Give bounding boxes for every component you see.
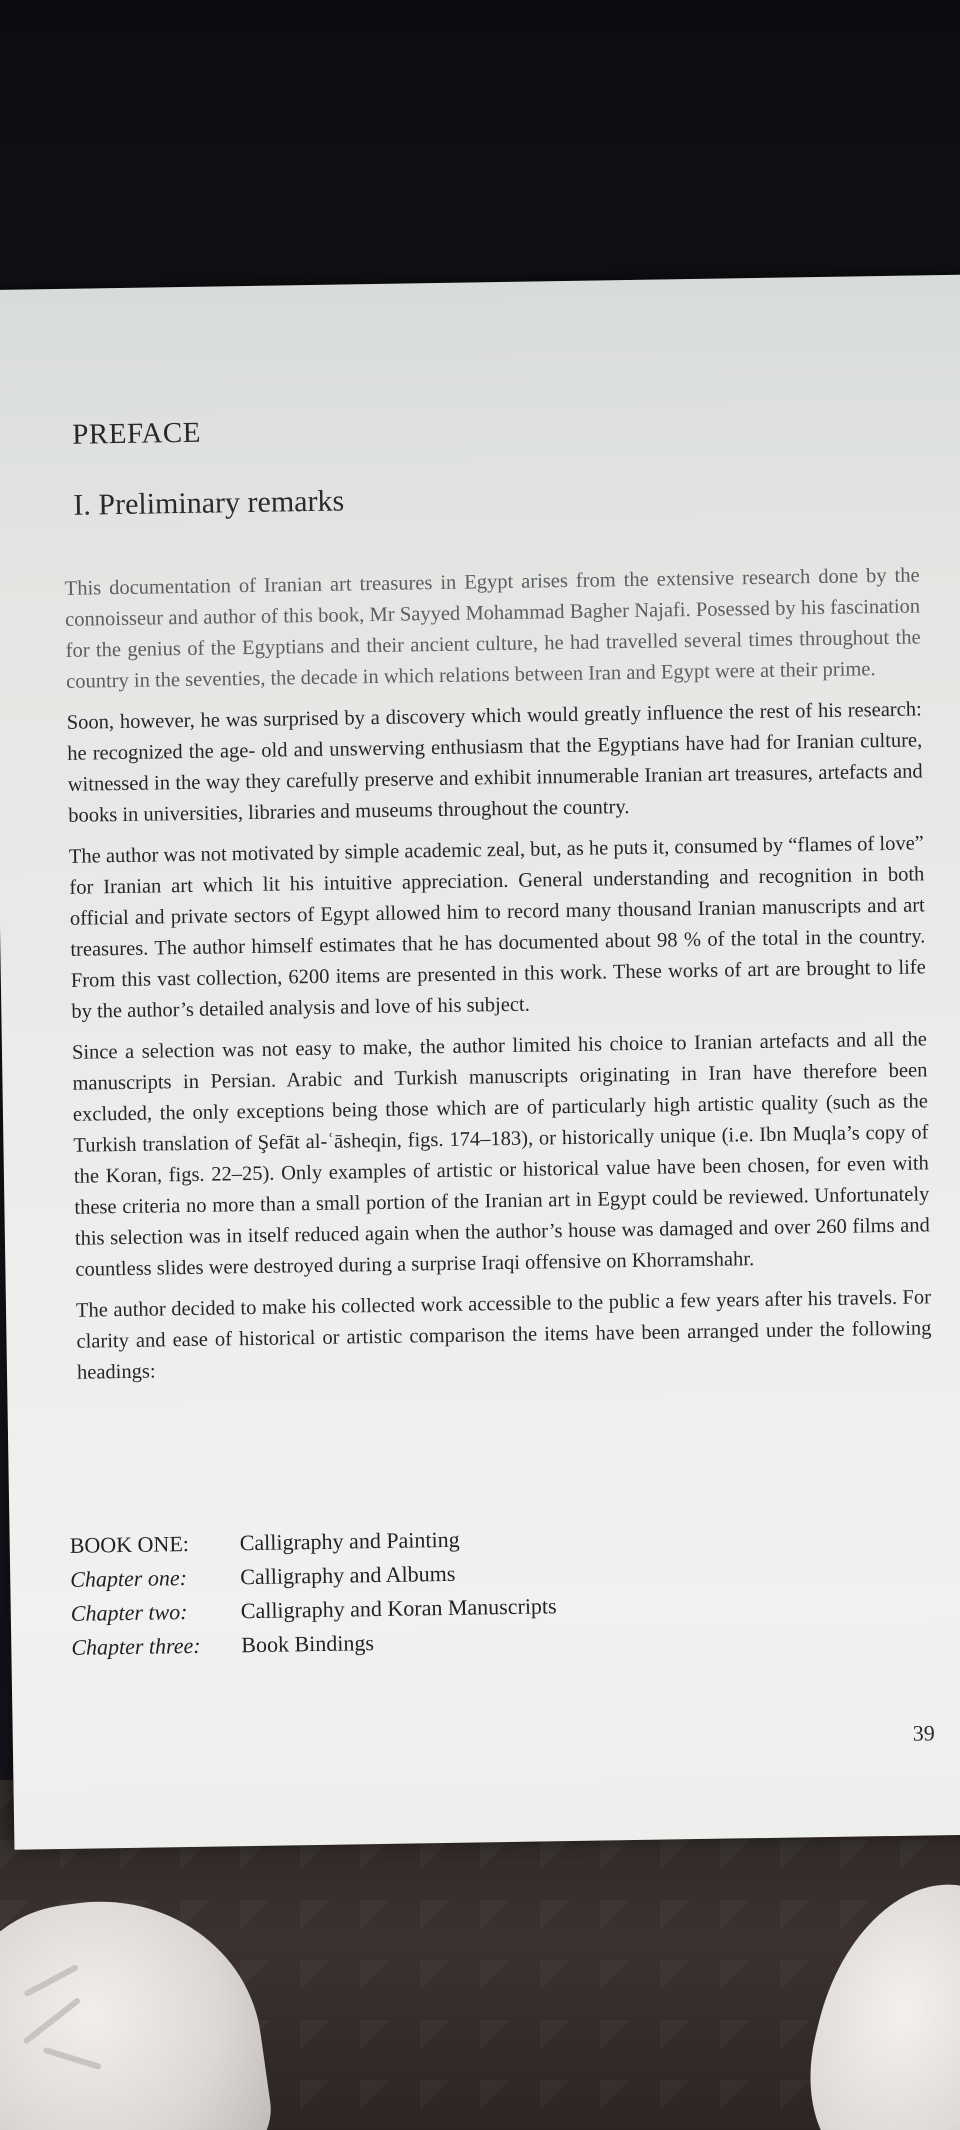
page-content <box>50 275 935 1746</box>
book-page <box>0 275 960 1850</box>
shoe-lace <box>43 2047 102 2070</box>
shoe-lace <box>22 1997 81 2045</box>
contents-title: Calligraphy and Painting <box>239 1526 460 1556</box>
paragraph: Since a selection was not easy to make, the author limited his choice to Iranian artefacts and all the manuscripts in Persian. Arabic and Turkish manuscripts originating in Iran have therefore been excluded, the only exceptions being those which are of particularly high artistic quality (such as the Turkish translation of Şefāt al-ʿāsheqin, figs. 174–183), or historically unique (i.e. Ibn Muqla’s copy of the Koran, figs. 22–25). Only examples of artistic or historical value have been chosen, for even with these criteria no more than a small portion of the Iranian art in Egypt could be reviewed. Unfortunately this selection was in itself reduced again when the author’s house was damaged and over 260 films and countless slides were destroyed during a surprise Iraqi offensive on Khorramshahr. <box>71 1028 930 1281</box>
contents-label: Chapter three: <box>71 1632 201 1660</box>
preface-heading: PREFACE <box>72 416 202 451</box>
page-number: 39 <box>912 1720 935 1746</box>
shoe-lace <box>23 1964 79 1997</box>
contents-label: BOOK ONE: <box>69 1531 190 1558</box>
contents-list <box>69 1521 557 1665</box>
contents-label: Chapter one: <box>70 1565 188 1592</box>
body-text <box>64 560 932 1398</box>
contents-title: Calligraphy and Albums <box>240 1560 456 1590</box>
contents-title: Calligraphy and Koran Manuscripts <box>240 1593 557 1624</box>
paragraph: Soon, however, he was surprised by a discovery which would greatly influence the rest of his research: he recognized the age- old and unswerving enthusiasm that the Egyptians have had for Iranian culture, witnessed in the way they carefully preserve and exhibit innumerable Iranian art treasures, artefacts and books in universities, libraries and museums throughout the country. <box>66 698 923 827</box>
section-title: I. Preliminary remarks <box>73 484 345 522</box>
contents-label: Chapter two: <box>70 1599 188 1626</box>
contents-title: Book Bindings <box>241 1630 375 1658</box>
paragraph: This documentation of Iranian art treasures in Egypt arises from the extensive research done by the connoisseur and author of this book, Mr Sayyed Mohammad Bagher Najafi. Posessed by his fascination for the genius of the Egyptians and their ancient culture, he had travelled several times throughout the country in the seventies, the decade in which relations between Iran and Egypt were at their prime. <box>64 564 921 693</box>
contents-row <box>71 1623 557 1665</box>
paragraph: The author was not motivated by simple academic zeal, but, as he puts it, consumed by “flames of love” for Iranian art which lit his intuitive appreciation. General understanding and recognition in both official and private sectors of Egypt allowed him to record many thousand Iranian manuscripts and art treasures. The author himself estimates that he has documented about 98 % of the total in the country. From this vast collection, 6200 items are presented in this work. These works of art are brought to life by the author’s detailed analysis and love of his subject. <box>68 832 926 1023</box>
paragraph: The author decided to make his collected work accessible to the public a few years after his travels. For clarity and ease of historical or artistic comparison the items have been arranged under the following headings: <box>75 1286 932 1384</box>
